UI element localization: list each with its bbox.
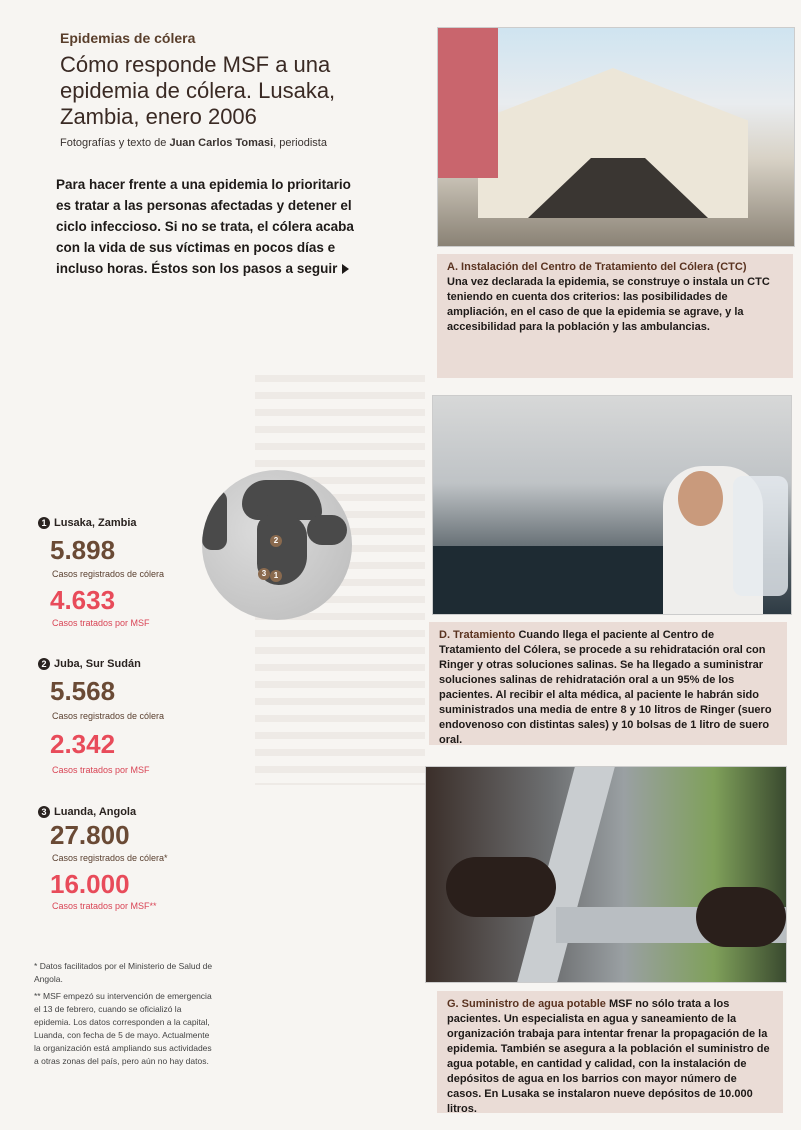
location-badge-2: 2 bbox=[38, 658, 50, 670]
ward-beds bbox=[433, 546, 663, 614]
caption-a-head: A. Instalación del Centro de Tratamiento del Cólera (CTC) bbox=[447, 261, 747, 273]
stat-treated-2: 2.342 bbox=[50, 729, 116, 759]
photo-cholera-tent bbox=[437, 27, 795, 247]
stat-treated-label-2: Casos tratados por MSF bbox=[52, 765, 150, 775]
stat-location-3 bbox=[38, 806, 136, 818]
footnote-1-text: Datos facilitados por el Ministerio de Salud de Angola. bbox=[34, 961, 213, 984]
caption-a-body: Una vez declarada la epidemia, se construye o instala un CTC teniendo en cuenta dos criterios: las posibilidades de ampliación, en el caso de que la epidemia se agrave, y la accesibilidad para la población y las ambulancias. bbox=[447, 276, 770, 333]
stat-treated-label-3: Casos tratados por MSF** bbox=[52, 901, 157, 911]
caption-d-head: D. Tratamiento bbox=[439, 629, 516, 641]
hand-right bbox=[696, 887, 786, 947]
hand-left bbox=[446, 857, 556, 917]
photo-water-supply bbox=[425, 766, 787, 983]
section-kicker: Epidemias de cólera bbox=[60, 30, 196, 46]
world-map-globe bbox=[202, 470, 352, 620]
stat-registered-label-1: Casos registrados de cólera bbox=[52, 569, 165, 579]
stat-registered-label-3: Casos registrados de cólera* bbox=[52, 853, 168, 863]
tent-red-panel bbox=[438, 28, 498, 178]
photo-treatment bbox=[432, 395, 792, 615]
stat-registered-2: 5.568 bbox=[50, 676, 116, 706]
page-title: Cómo responde MSF a una epidemia de cólera. Lusaka, Zambia, enero 2006 bbox=[60, 52, 336, 129]
caption-g-body: MSF no sólo trata a los pacientes. Un especialista en agua y saneamiento de la organización trabaja para intentar frenar la propagación de la epidemia. También se asegura a la población el suministro de agua potable, en cantidad y calidad, con la instalación de depósitos de agua en los barrios con mayor número de casos. En Lusaka se instalaron nueve depósitos de 10.000 litros. bbox=[447, 998, 770, 1115]
byline-prefix: Fotografías y texto de bbox=[60, 137, 170, 149]
location-badge-1: 1 bbox=[38, 517, 50, 529]
intro-text bbox=[56, 174, 356, 279]
intro-body: Para hacer frente a una epidemia lo prioritario es tratar a las personas afectadas y detener el ciclo infeccioso. Si no se trata, el cólera acaba con la vida de sus víctimas en pocos días e incluso horas. Éstos son los pasos a seguir bbox=[56, 177, 354, 276]
stat-treated-1: 4.633 bbox=[50, 585, 116, 615]
nurse-face bbox=[678, 471, 723, 526]
map-marker-2: 2 bbox=[270, 535, 282, 547]
caption-a bbox=[437, 254, 793, 378]
location-name-2: Juba, Sur Sudán bbox=[54, 658, 141, 670]
caption-g bbox=[437, 991, 783, 1113]
stat-treated-label-1: Casos tratados por MSF bbox=[52, 618, 150, 628]
footnote-2-text: MSF empezó su intervención de emergencia el 13 de febrero, cuando se oficializó la epidemia. Los datos corresponden a la capital, Luanda, con fecha de 5 de mayo. Actualmente la organización está ampliando sus actividades a otras zonas del país, pero aún no hay datos. bbox=[34, 991, 212, 1066]
caption-d bbox=[429, 622, 787, 745]
byline-suffix: , periodista bbox=[273, 137, 327, 149]
caption-d-body: Cuando llega el paciente al Centro de Tratamiento del Cólera, se procede a su rehidratación oral con Ringer y otras soluciones salinas. Se ha llegado a suministrar soluciones salinas de rehidratación oral a un 95% de los pacientes. Al recibir el alta médica, al paciente le habrán sido suministrados una media de entre 8 y 10 litros de Ringer (suero endovenoso con distintas sales) y 10 bolsas de 1 litro de suero oral. bbox=[439, 629, 772, 746]
land-europe-asia bbox=[242, 480, 322, 520]
location-name-3: Luanda, Angola bbox=[54, 806, 137, 818]
land-asia bbox=[307, 515, 347, 545]
footnote-1-mark: * bbox=[34, 961, 38, 971]
footnote-2-mark: ** bbox=[34, 991, 41, 1001]
location-name-1: Lusaka, Zambia bbox=[54, 517, 137, 529]
map-marker-1: 1 bbox=[270, 570, 282, 582]
footnote-1 bbox=[34, 960, 214, 986]
location-badge-3: 3 bbox=[38, 806, 50, 818]
stat-location-1 bbox=[38, 517, 137, 529]
byline-author: Juan Carlos Tomasi bbox=[169, 137, 274, 149]
arrow-right-icon bbox=[342, 264, 349, 274]
stat-registered-3: 27.800 bbox=[50, 820, 130, 850]
land-americas bbox=[202, 490, 227, 550]
stat-registered-1: 5.898 bbox=[50, 535, 116, 565]
byline bbox=[60, 137, 327, 149]
stat-registered-label-2: Casos registrados de cólera bbox=[52, 711, 165, 721]
iv-bag bbox=[733, 476, 788, 596]
stat-location-2 bbox=[38, 658, 141, 670]
stat-treated-3: 16.000 bbox=[50, 869, 130, 899]
footnote-2 bbox=[34, 990, 214, 1068]
caption-g-head: G. Suministro de agua potable bbox=[447, 998, 606, 1010]
map-marker-3: 3 bbox=[258, 568, 270, 580]
